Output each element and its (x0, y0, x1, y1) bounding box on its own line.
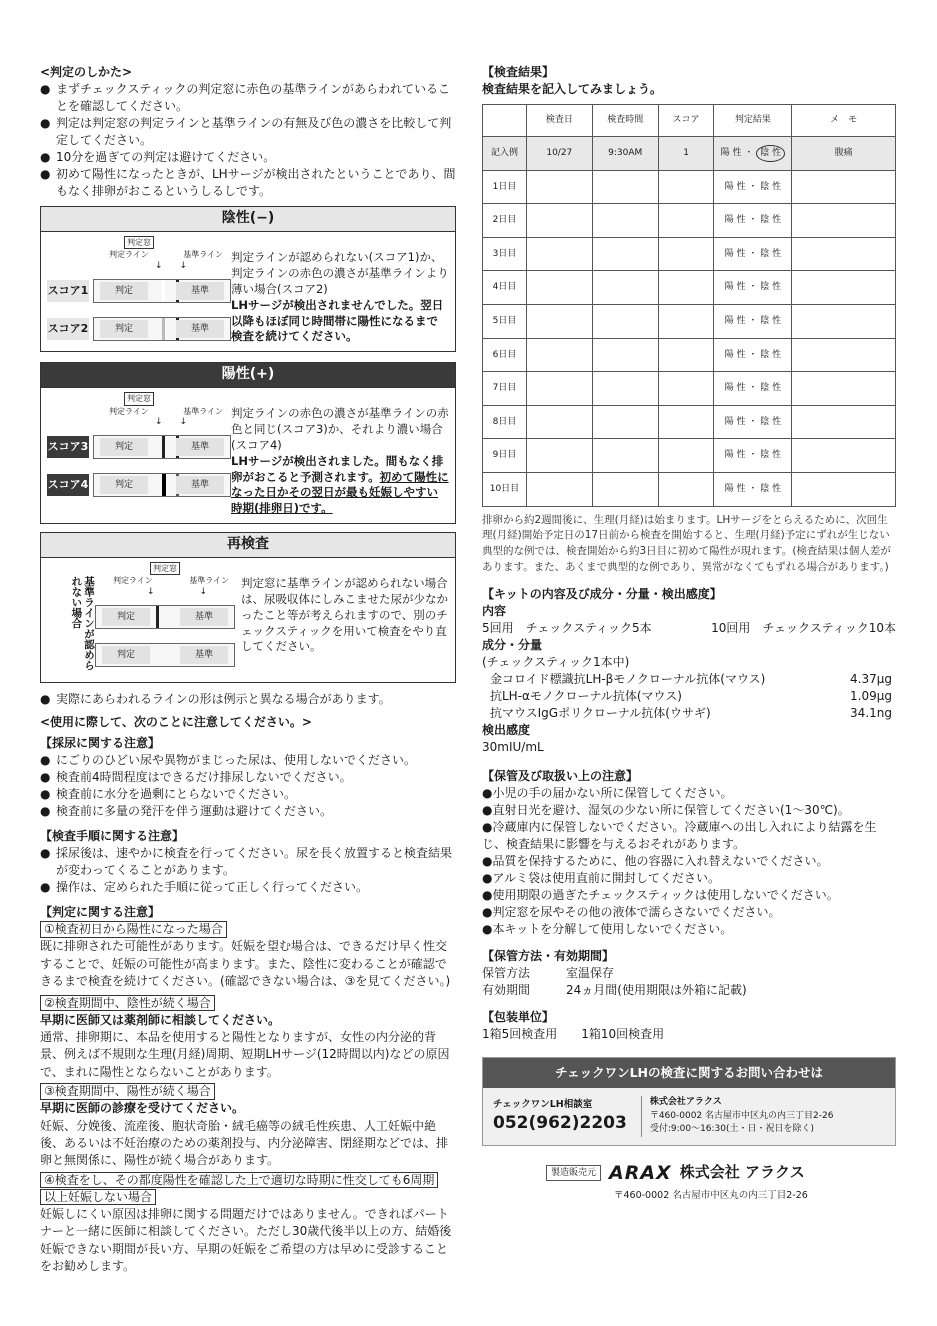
positive-desc-bold1: LHサージが検出されました。間もなく排卵がおこると予測されます。 (231, 453, 444, 484)
example-time: 9:30AM (592, 137, 658, 171)
entry-cell[interactable] (526, 473, 592, 507)
procedure-list (40, 845, 456, 896)
entry-cell[interactable] (592, 170, 658, 204)
case2-bold: 早期に医師又は薬剤師に相談してください。 (40, 1012, 281, 1027)
composition-amount: 34.1ng (850, 705, 892, 720)
maker-address: 〒460-0002 名古屋市中区丸の内三丁目2-26 (614, 1189, 808, 1201)
arrow-icon: ↓ (179, 260, 187, 271)
entry-cell[interactable] (792, 204, 896, 238)
maker-corp: 株式会社 アラクス (679, 1163, 805, 1182)
stick-judge-label: 判定 (102, 608, 150, 626)
bullet-text: ●判定窓を尿やその他の液体で濡らさないでください。 (482, 905, 781, 920)
table-header-cell: メ モ (792, 105, 896, 137)
entry-cell[interactable] (792, 405, 896, 439)
case3-text: 妊娠、分娩後、流産後、胞状奇胎・絨毛癌等の絨毛性疾患、人工妊娠中絶後、あるいは不妊治療のための薬剤投与、内分泌障害、閉経期などでは、排卵と無関係に、陽性が続く場合があります。 (40, 1118, 449, 1168)
bullet-text: 検査前4時間程度はできるだけ排尿しないでください。 (56, 770, 352, 785)
contact-hours: 受付:9:00〜16:30(土・日・祝日を除く) (649, 1124, 815, 1135)
result-cell[interactable]: 陽 性 ・ 陰 性 (714, 170, 792, 204)
day-label: 8日目 (483, 405, 527, 439)
case3-bold: 早期に医師の診療を受けてください。 (40, 1101, 245, 1116)
score-1: スコア1 (47, 280, 89, 302)
bullet-text: ●小児の手の届かない所に保管してください。 (482, 785, 733, 800)
table-row (483, 271, 896, 305)
bullet: ● (40, 770, 51, 785)
composition-heading: 成分・分量 (482, 637, 543, 652)
bullet-text: ●アルミ袋は使用直前に開封してください。 (482, 871, 720, 886)
left-column (40, 64, 456, 1275)
judge-line-label: 判定ライン (113, 576, 153, 586)
entry-cell[interactable] (792, 170, 896, 204)
test-stick (93, 317, 231, 341)
stick-base-label: 基準 (176, 438, 224, 456)
result-cell[interactable]: 陽 性 ・ 陰 性 (714, 271, 792, 305)
bullet: ● (40, 692, 51, 707)
bullet-text: 10分を過ぎての判定は避けてください。 (56, 150, 276, 165)
entry-cell[interactable] (658, 237, 714, 271)
entry-cell[interactable] (658, 473, 714, 507)
day-label: 4日目 (483, 271, 527, 305)
entry-cell[interactable] (526, 237, 592, 271)
result-cell[interactable]: 陽 性 ・ 陰 性 (714, 204, 792, 238)
retest-title: 再検査 (41, 533, 455, 558)
bullet-item (482, 785, 896, 802)
composition-list (482, 671, 896, 722)
stick-judge-label: 判定 (100, 320, 148, 338)
sensitivity-heading: 検出感度 (482, 722, 531, 737)
base-line-label: 基準ライン (183, 250, 223, 260)
test-stick (95, 643, 235, 667)
entry-cell[interactable] (592, 372, 658, 406)
bullet-item (40, 879, 456, 896)
right-column (482, 64, 896, 1202)
contact-phone[interactable]: 052(962)2203 (493, 1113, 627, 1134)
day-label: 1日目 (483, 170, 527, 204)
period-value-2: 24ヵ月間(使用期限は外箱に記載) (566, 983, 747, 998)
composition-sub: (チェックスティック1本中) (482, 654, 630, 669)
table-row (483, 305, 896, 339)
bullet-item (40, 115, 456, 149)
entry-cell[interactable] (658, 170, 714, 204)
bullet-text: ●本キットを分解して使用しないでください。 (482, 922, 733, 937)
bullet: ● (40, 82, 51, 97)
negative-desc: 判定ラインが認められない(スコア1)か、判定ラインの赤色の濃さが基準ラインより薄い場合(スコア2) (231, 250, 449, 296)
negative-box (40, 206, 456, 352)
negative-diagram (47, 236, 231, 345)
bullet-item (482, 870, 896, 887)
table-row (483, 204, 896, 238)
positive-diagram (47, 392, 231, 517)
contact-corp: 株式会社アラクス (649, 1097, 722, 1108)
kit-heading: 【キットの内容及び成分・分量・検出感度】 (482, 586, 722, 601)
entry-cell[interactable] (526, 338, 592, 372)
bullet-text: にごりのひどい尿や異物がまじった尿は、使用しないでください。 (56, 753, 417, 768)
table-header-cell: 検査日 (526, 105, 592, 137)
example-score: 1 (658, 137, 714, 171)
composition-item (482, 688, 896, 705)
result-cell[interactable]: 陽 性 ・ 陰 性 (714, 439, 792, 473)
entry-cell[interactable] (526, 405, 592, 439)
bullet: ● (40, 804, 51, 819)
example-label: 記入例 (483, 137, 527, 171)
bullet-text: ●冷蔵庫内に保管しないでください。冷蔵庫への出し入れにより結露を生じ、検査結果に影響を与えるおそれがあります。 (482, 820, 877, 852)
table-row (483, 338, 896, 372)
entry-cell[interactable] (592, 271, 658, 305)
judge-line-label: 判定ライン (109, 250, 149, 260)
urine-heading: 【採尿に関する注意】 (40, 736, 161, 751)
positive-box (40, 362, 456, 524)
table-header-cell (483, 105, 527, 137)
table-row (483, 405, 896, 439)
contact-heading: チェックワンLHの検査に関するお問い合わせは (483, 1058, 895, 1088)
arax-logo: ARAX (609, 1161, 672, 1184)
bullet-item (40, 166, 456, 200)
stick-base-label: 基準 (176, 476, 224, 494)
positive-title: 陽性(+) (41, 363, 455, 388)
bullet-text: ●直射日光を避け、湿気の少ない所に保管してください(1〜30℃)。 (482, 802, 850, 817)
positive-desc-bold2: 初めて陽性になった日かその翌日が最も妊娠しやすい時期(排卵日)です。 (231, 469, 449, 516)
table-header-cell: 判定結果 (714, 105, 792, 137)
example-result-negative-circled: 陰 性 (756, 145, 785, 162)
content-heading: 内容 (482, 603, 507, 618)
bullet: ● (40, 167, 51, 182)
entry-cell[interactable] (792, 271, 896, 305)
bullet-text: 検査前に水分を過剰にとらないでください。 (56, 787, 297, 802)
result-cell[interactable]: 陽 性 ・ 陰 性 (714, 237, 792, 271)
bullet: ● (40, 880, 51, 895)
table-row (483, 473, 896, 507)
positive-desc: 判定ラインの赤色の濃さが基準ラインの赤色と同じ(スコア3)か、それより濃い場合(スコア4) (231, 406, 449, 452)
stick-base-label: 基準 (176, 320, 224, 338)
table-header-cell: スコア (658, 105, 714, 137)
bullet-item (40, 752, 456, 769)
stick-base-label: 基準 (180, 608, 228, 626)
day-label: 3日目 (483, 237, 527, 271)
bullet-text: まずチェックスティックの判定窓に赤色の基準ラインがあらわれていることを確認してください。 (56, 82, 450, 114)
entry-cell[interactable] (658, 305, 714, 339)
contact-room: チェックワンLH相談室 (493, 1098, 593, 1110)
entry-cell[interactable] (592, 204, 658, 238)
pack-heading: 【包装単位】 (482, 1010, 555, 1025)
stick-judge-label: 判定 (100, 282, 148, 300)
shape-note: 実際にあらわれるラインの形は例示と異なる場合があります。 (56, 692, 391, 707)
result-cell[interactable]: 陽 性 ・ 陰 性 (714, 473, 792, 507)
entry-cell[interactable] (792, 305, 896, 339)
result-table-header (483, 105, 896, 137)
entry-cell[interactable] (658, 372, 714, 406)
result-cell[interactable]: 陽 性 ・ 陰 性 (714, 305, 792, 339)
window-label: 判定窓 (124, 392, 154, 405)
bullet-item (482, 853, 896, 870)
storage-list (482, 785, 896, 938)
bullet-text: ●使用期限の過ぎたチェックスティックは使用しないでください。 (482, 888, 839, 903)
bullet-item (482, 904, 896, 921)
result-cell[interactable]: 陽 性 ・ 陰 性 (714, 405, 792, 439)
base-line-label: 基準ライン (189, 576, 229, 586)
negative-desc-bold: LHサージが検出されませんでした。翌日以降もほぼ同じ時間帯に陽性になるまで検査を続けてください。 (231, 297, 444, 344)
entry-cell[interactable] (792, 372, 896, 406)
urine-list (40, 752, 456, 820)
bullet-item (40, 786, 456, 803)
test-stick (95, 605, 235, 629)
example-date: 10/27 (526, 137, 592, 171)
table-row (483, 372, 896, 406)
bullet-item (40, 81, 456, 115)
case4-heading-1: ④検査をし、その都度陽性を確認した上で適切な時期に性交しても6周期 (40, 1172, 438, 1188)
case4-heading-2: 以上妊娠しない場合 (40, 1189, 156, 1205)
retest-box (40, 532, 456, 683)
bullet: ● (40, 846, 51, 861)
day-label: 5日目 (483, 305, 527, 339)
bullet: ● (40, 753, 51, 768)
bullet-text: 判定は判定窓の判定ラインと基準ラインの有無及び色の濃さを比較して判定してください。 (56, 116, 452, 148)
result-subheading: 検査結果を記入してみましょう。 (482, 82, 663, 97)
storage-heading: 【保管及び取扱い上の注意】 (482, 768, 639, 783)
window-label: 判定窓 (124, 236, 154, 249)
composition-amount: 1.09μg (850, 688, 892, 703)
table-note: 排卵から約2週間後に、生理(月経)は始まります。LHサージをとらえるために、次回生理(月経)開始予定日の17日前から検査を開始すると、生理(月経)予定にずれが生じない典型的な例では、検査開始から約3日目に初めて陽性が現れます。(検査結果は個人差があります。また、あくまで典型的な例であり、異常がなくてもずれる場合があります。) (482, 513, 891, 573)
judgement-heading: 【判定に関する注意】 (40, 905, 161, 920)
entry-cell[interactable] (526, 305, 592, 339)
test-stick (93, 279, 231, 303)
entry-cell[interactable] (526, 170, 592, 204)
composition-item (482, 705, 896, 722)
entry-cell[interactable] (658, 439, 714, 473)
day-rows (483, 170, 896, 506)
stick-judge-label: 判定 (102, 646, 150, 664)
pack-value: 1箱5回検査用 1箱10回検査用 (482, 1027, 665, 1042)
entry-cell[interactable] (658, 271, 714, 305)
entry-cell[interactable] (592, 439, 658, 473)
period-key-1: 保管方法 (482, 966, 531, 981)
entry-cell[interactable] (592, 473, 658, 507)
result-cell[interactable]: 陽 性 ・ 陰 性 (714, 338, 792, 372)
result-cell[interactable]: 陽 性 ・ 陰 性 (714, 372, 792, 406)
entry-cell[interactable] (792, 237, 896, 271)
entry-cell[interactable] (658, 405, 714, 439)
procedure-heading: 【検査手順に関する注意】 (40, 829, 185, 844)
bullet: ● (40, 787, 51, 802)
contact-address: 〒460-0002 名古屋市中区丸の内三丁目2-26 (649, 1110, 834, 1121)
entry-cell[interactable] (526, 271, 592, 305)
case4-text: 妊娠しにくい原因は排卵に関する問題だけではありません。できればパートナーと一緒に医師に相談してください。ただし30歳代後半以上の方、結婚後妊娠できない期間が長い方、早期の妊娠をご希望の方は早めに受診することをお勧めします。 (40, 1206, 452, 1274)
case2-heading: ②検査期間中、陰性が続く場合 (40, 995, 215, 1011)
entry-cell[interactable] (792, 439, 896, 473)
composition-name: 金コロイド標識抗LH-βモノクローナル抗体(マウス) (490, 671, 766, 686)
case3-heading: ③検査期間中、陽性が続く場合 (40, 1083, 215, 1099)
bullet-text: 操作は、定められた手順に従って正しく行ってください。 (56, 880, 369, 895)
stick-base-label: 基準 (176, 282, 224, 300)
bullet-text: ●品質を保持するために、他の容器に入れ替えないでください。 (482, 854, 829, 869)
arrow-icon: ↓ (179, 416, 187, 427)
case2-text: 通常、排卵期に、本品を使用すると陽性となりますが、女性の内分泌的背景、例えば不規則な生理(月経)周期、短期LHサージ(12時間以内)などの原因で、まれに陽性とならないことがあります。 (40, 1030, 450, 1079)
entry-cell[interactable] (792, 338, 896, 372)
score-2: スコア2 (47, 318, 89, 340)
day-label: 6日目 (483, 338, 527, 372)
retest-side-label: 基準ラインが認められない場合 (70, 576, 95, 671)
day-label: 7日目 (483, 372, 527, 406)
stick-judge-label: 判定 (100, 476, 148, 494)
base-line-label: 基準ライン (183, 406, 223, 416)
retest-desc: 判定窓に基準ラインが認められない場合は、尿吸収体にしみこませた尿が少なかったこと等が考えられますので、別のチェックスティックを用いて検査をやり直してください。 (241, 576, 448, 654)
example-result-positive: 陽 性 ・ (720, 147, 754, 158)
maker-label: 製造販売元 (546, 1165, 601, 1182)
composition-name: 抗マウスIgGポリクローナル抗体(ウサギ) (490, 705, 711, 720)
table-row (483, 439, 896, 473)
period-heading: 【保管方法・有効期間】 (482, 949, 615, 964)
example-row (483, 137, 896, 171)
composition-name: 抗LH-αモノクローナル抗体(マウス) (490, 688, 682, 703)
entry-cell[interactable] (592, 305, 658, 339)
bullet-item (482, 921, 896, 938)
period-key-2: 有効期間 (482, 983, 531, 998)
entry-cell[interactable] (658, 338, 714, 372)
judge-line-label: 判定ライン (109, 406, 149, 416)
table-row (483, 237, 896, 271)
table-row (483, 170, 896, 204)
stick-judge-label: 判定 (100, 438, 148, 456)
retest-diagram (95, 562, 235, 676)
result-heading: 【検査結果】 (482, 65, 555, 79)
composition-amount: 4.37μg (850, 671, 892, 686)
arrow-icon: ↓ (147, 586, 155, 597)
score-3: スコア3 (47, 436, 89, 458)
result-table (482, 104, 896, 507)
bullet-item (40, 803, 456, 820)
bullet-item (482, 887, 896, 904)
bullet-item (40, 769, 456, 786)
bullet-text: 検査前に多量の発汗を伴う運動は避けてください。 (56, 804, 333, 819)
entry-cell[interactable] (592, 237, 658, 271)
bullet-text: 採尿後は、速やかに検査を行ってください。尿を長く放置すると検査結果が変わってくることがあります。 (56, 846, 453, 878)
entry-cell[interactable] (526, 439, 592, 473)
entry-cell[interactable] (658, 204, 714, 238)
arrow-icon: ↓ (155, 416, 163, 427)
entry-cell[interactable] (526, 204, 592, 238)
test-stick (93, 435, 231, 459)
table-header-cell: 検査時間 (592, 105, 658, 137)
case1-heading: ①検査初日から陽性になった場合 (40, 921, 227, 937)
example-result (714, 137, 792, 171)
content-10: 10回用 チェックスティック10本 (711, 620, 896, 635)
window-label: 判定窓 (150, 562, 180, 575)
day-label: 2日目 (483, 204, 527, 238)
entry-cell[interactable] (592, 338, 658, 372)
caution-heading: <使用に際して、次のことに注意してください。> (40, 715, 312, 730)
negative-title: 陰性(−) (41, 207, 455, 232)
sensitivity-value: 30mIU/mL (482, 739, 544, 754)
day-label: 10日目 (483, 473, 527, 507)
content-5: 5回用 チェックスティック5本 (482, 620, 652, 635)
score-4: スコア4 (47, 474, 89, 496)
judge-heading: <判定のしかた> (40, 65, 133, 79)
bullet-item (40, 845, 456, 879)
entry-cell[interactable] (792, 473, 896, 507)
case1-text: 既に排卵された可能性があります。妊娠を望む場合は、できるだけ早く性交することで、妊娠の可能性が高まります。また、陰性に変わることが確認できるまで検査を続けてください。(確認できない場合は、③を見てください。) (40, 939, 451, 989)
entry-cell[interactable] (526, 372, 592, 406)
arrow-icon: ↓ (199, 586, 207, 597)
bullet-text: 初めて陽性になったときが、LHサージが検出されたということであり、間もなく排卵がおこるというしるしです。 (56, 167, 456, 199)
bullet-item (482, 819, 896, 853)
example-memo: 腹痛 (792, 137, 896, 171)
contact-box (482, 1057, 896, 1145)
bullet: ● (40, 116, 51, 131)
period-value-1: 室温保存 (566, 966, 615, 981)
bullet-item (482, 802, 896, 819)
arrow-icon: ↓ (155, 260, 163, 271)
test-stick (93, 473, 231, 497)
judge-bullets (40, 81, 456, 200)
bullet: ● (40, 150, 51, 165)
composition-item (482, 671, 896, 688)
bullet-item (40, 149, 456, 166)
day-label: 9日目 (483, 439, 527, 473)
stick-base-label: 基準 (180, 646, 228, 664)
entry-cell[interactable] (592, 405, 658, 439)
